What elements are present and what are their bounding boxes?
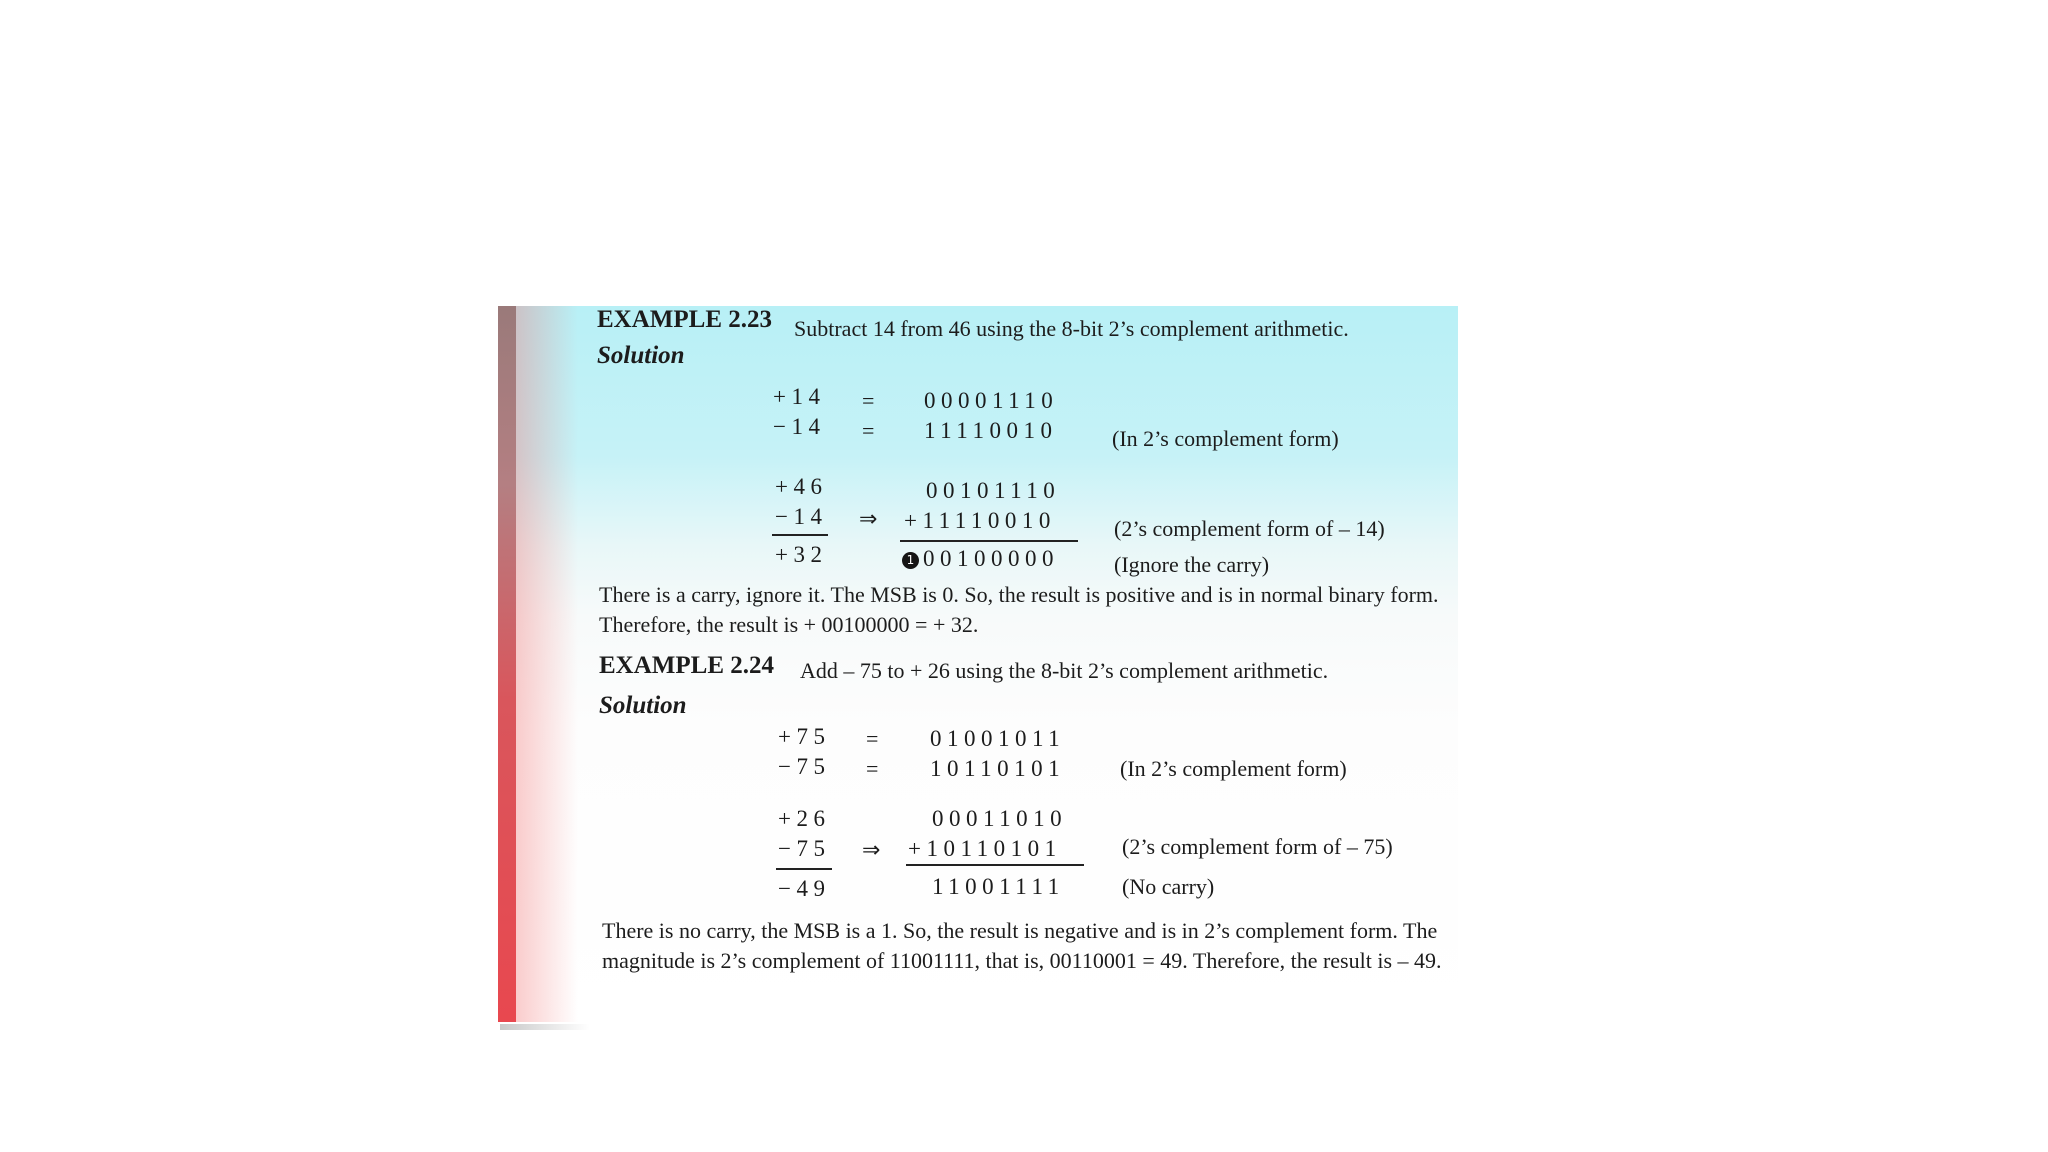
ex1-row1-bits: 00001110 [924, 388, 1059, 413]
ex2-row5-note: (No carry) [1122, 874, 1215, 899]
ex1-row4-bits: +11110010 [904, 508, 1056, 533]
ex2-row2-left: −75 [778, 754, 831, 779]
ex2-row5-left: −49 [778, 876, 831, 901]
example-2-24-title: EXAMPLE 2.24 [599, 652, 774, 679]
ex2-left-sum-rule [776, 868, 832, 870]
ex1-row1-equals: = [862, 388, 875, 413]
ex1-right-sum-rule [900, 540, 1078, 542]
ex2-right-sum-rule [906, 864, 1084, 866]
page-edge-mark [500, 1024, 590, 1030]
ex2-row1-equals: = [866, 726, 879, 751]
ex2-row5-bits: 11001111 [932, 874, 1065, 899]
ex2-row1-left: +75 [778, 724, 831, 749]
ex1-row2-bits: 11110010 [924, 418, 1058, 443]
ex1-explanation: There is a carry, ignore it. The MSB is 0. So, the result is positive and is in normal binary form. Therefore, the result is + 00100000 = + 32. [599, 582, 1439, 637]
ex2-implies-arrow: ⇒ [862, 838, 881, 863]
ex1-row2-equals: = [862, 418, 875, 443]
ex1-row4-left: −14 [775, 504, 828, 529]
ex1-row3-bits: 00101110 [926, 478, 1061, 503]
ex2-explanation: There is no carry, the MSB is a 1. So, the result is negative and is in 2’s complement form. The magnitude is 2’s complement of 11001111, that is, 00110001 = 49. Therefore, the result is – 49. [602, 918, 1442, 973]
ex1-row1-left: +14 [773, 384, 826, 409]
ex1-row5-result [902, 546, 1059, 572]
ex2-row2-equals: = [866, 756, 879, 781]
ex1-row5-left: +32 [775, 542, 828, 567]
ex2-row2-note: (In 2’s complement form) [1120, 756, 1347, 781]
ex2-row3-left: +26 [778, 806, 831, 831]
ex1-row5-note: (Ignore the carry) [1114, 552, 1270, 577]
ex2-row4-bits: +10110101 [908, 836, 1062, 861]
ex1-row2-note: (In 2’s complement form) [1112, 426, 1339, 451]
ex1-row3-left: +46 [775, 474, 828, 499]
ex2-row3-bits: 00011010 [932, 806, 1068, 831]
example-2-24-problem: Add – 75 to + 26 using the 8-bit 2’s complement arithmetic. [800, 658, 1329, 683]
carry-marker: 1 [902, 552, 919, 569]
ex1-implies-arrow: ⇒ [859, 507, 878, 532]
ex2-row4-left: −75 [778, 836, 831, 861]
example-2-23-title: EXAMPLE 2.23 [597, 306, 772, 333]
ex1-row2-left: −14 [773, 414, 826, 439]
ex1-left-sum-rule [772, 534, 828, 536]
ex2-row1-bits: 01001011 [930, 726, 1066, 751]
ex1-row5-bits: 00100000 [923, 546, 1059, 571]
ex2-row2-bits: 10110101 [930, 756, 1066, 781]
example-2-23-solution-label: Solution [597, 342, 685, 369]
textbook-page [498, 306, 1458, 1022]
ex1-row4-note: (2’s complement form of – 14) [1114, 516, 1385, 541]
ex2-row4-note: (2’s complement form of – 75) [1122, 834, 1393, 859]
example-2-23-problem: Subtract 14 from 46 using the 8-bit 2’s complement arithmetic. [794, 316, 1349, 341]
example-2-24-solution-label: Solution [599, 692, 687, 719]
